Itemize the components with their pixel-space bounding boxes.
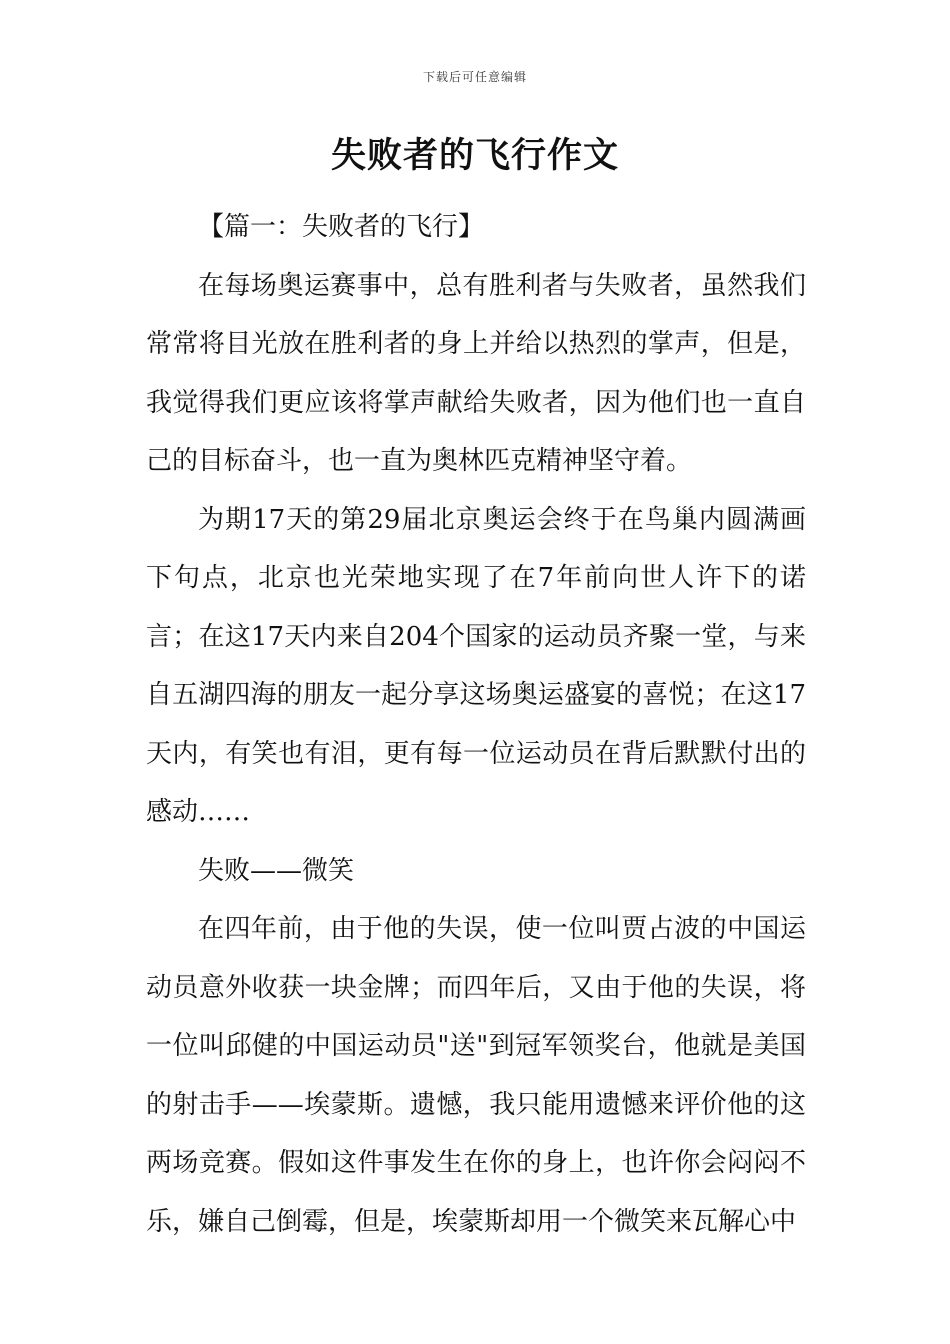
- document-title: 失败者的飞行作文: [330, 135, 619, 176]
- subheading: 失败——微笑: [198, 855, 355, 886]
- document-body: [146, 198, 806, 1251]
- header-note: 下载后可任意编辑: [422, 70, 527, 84]
- paragraph-3: 在四年前，由于他的失误，使一位叫贾占波的中国运动员意外收获一块金牌；而四年后，又由于他的失误，将一位叫邱健的中国运动员"送"到冠军领奖台，他就是美国的射击手——埃蒙斯。遗憾，我只能用遗憾来评价他的这两场竞赛。假如这件事发生在你的身上，也许你会闷闷不乐，嫌自己倒霉，但是，埃蒙斯却用一个微笑来瓦解心中: [146, 914, 806, 1237]
- section-heading: 【篇一：失败者的飞行】: [198, 212, 485, 242]
- paragraph-2: 为期17天的第29届北京奥运会终于在鸟巢内圆满画下句点，北京也光荣地实现了在7年前向世人许下的诺言；在这17天内来自204个国家的运动员齐聚一堂，与来自五湖四海的朋友一起分享这场奥运盛宴的喜悦；在这17天内，有笑也有泪，更有每一位运动员在背后默默付出的感动……: [146, 504, 806, 827]
- paragraph-1: 在每场奥运赛事中，总有胜利者与失败者，虽然我们常常将目光放在胜利者的身上并给以热烈的掌声，但是，我觉得我们更应该将掌声献给失败者，因为他们也一直自己的目标奋斗，也一直为奥林匹克精神坚守着。: [146, 270, 806, 476]
